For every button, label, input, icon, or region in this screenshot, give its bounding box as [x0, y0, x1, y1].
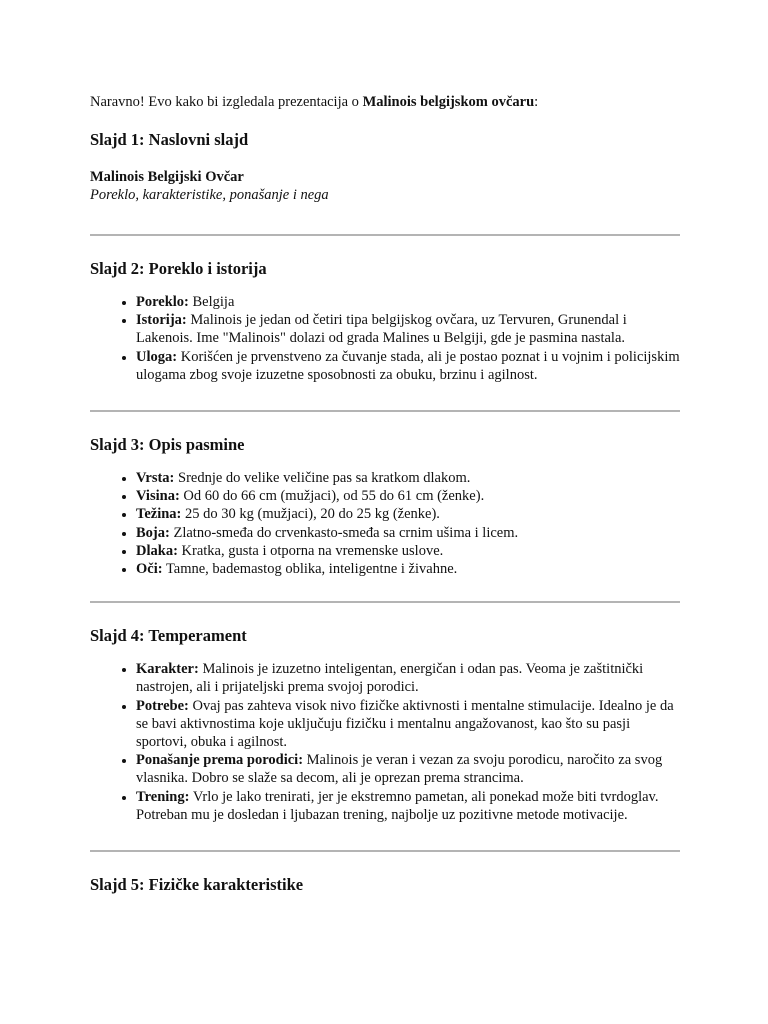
slide-2-heading: Slajd 2: Poreklo i istorija: [90, 259, 267, 278]
point-text: Belgija: [188, 294, 235, 310]
intro-suffix: :: [534, 94, 539, 110]
point-label: Vrsta:: [136, 470, 175, 487]
point-text: Malinois je jedan od četiri tipa belgijskog ovčara, uz Tervuren, Grunendal i Lakenois. Ime "Malinois" dolazi od grada Malines u Belgiji, gde je pasmina nastala.: [136, 312, 627, 347]
list-item: [136, 469, 680, 487]
slide-3-heading: Slajd 3: Opis pasmine: [90, 435, 245, 455]
list-item: [136, 542, 680, 560]
list-item: [136, 660, 680, 696]
point-label: Ponašanje prema porodici:: [136, 752, 304, 769]
point-label: Poreklo:: [136, 294, 189, 310]
list-item: [136, 487, 680, 505]
separator-3: [90, 601, 680, 603]
separator-2: [90, 410, 680, 412]
slide-4-heading: Slajd 4: Temperament: [90, 626, 247, 646]
slide-1-heading: Slajd 1: Naslovni slajd: [90, 130, 249, 149]
slide-3-list: [90, 469, 680, 578]
point-text: Malinois je veran i vezan za svoju porodicu, naročito za svog vlasnika. Dobro se slaže sa decom, ali je oprezan prema strancima.: [136, 752, 663, 787]
intro-paragraph: [90, 92, 680, 112]
document-page: [90, 92, 680, 896]
point-label: Karakter:: [136, 661, 199, 678]
list-item: [136, 697, 680, 752]
point-text: Ovaj pas zahteva visok nivo fizičke aktivnosti i mentalne stimulacije. Idealno je da se bavi aktivnostima koje uključuju fizičku i mentalnu angažovanost, kao što su pasji sportovi, obuka i agilnost.: [136, 697, 674, 751]
slide-2-list: [90, 293, 680, 384]
slide-5-heading: Slajd 5: Fizičke karakteristike: [90, 875, 304, 895]
slide-4-list: [90, 660, 680, 824]
point-label: Boja:: [136, 524, 170, 541]
slide-1-title: Malinois Belgijski Ovčar: [90, 169, 244, 185]
list-item: [136, 311, 680, 347]
point-text: Zlatno-smeđa do crvenkasto-smeđa sa crnim ušima i licem.: [169, 524, 519, 541]
separator-4: [90, 850, 680, 852]
point-text: Tamne, bademastog oblika, inteligentne i živahne.: [162, 561, 458, 578]
point-text: 25 do 30 kg (mužjaci), 20 do 25 kg (ženke).: [181, 506, 440, 523]
point-label: Težina:: [136, 506, 182, 523]
intro-bold: Malinois belgijskom ovčaru: [362, 94, 535, 110]
point-label: Visina:: [136, 488, 180, 505]
slide-1-subtitle: Poreklo, karakteristike, ponašanje i nega: [90, 187, 329, 203]
intro-prefix: Naravno! Evo kako bi izgledala prezentacija o: [90, 94, 363, 110]
point-text: Od 60 do 66 cm (mužjaci), od 55 do 61 cm (ženke).: [179, 488, 485, 505]
point-text: Srednje do velike veličine pas sa kratkom dlakom.: [174, 470, 471, 487]
point-text: Korišćen je prvenstveno za čuvanje stada, ali je postao poznat i u vojnim i policijskim ulogama zbog svoje izuzetne sposobnosti za obuku, brzinu i agilnost.: [136, 348, 680, 383]
list-item: [136, 348, 680, 384]
point-label: Dlaka:: [136, 542, 178, 559]
list-item: [136, 751, 680, 787]
point-text: Vrlo je lako trenirati, jer je ekstremno pametan, ali ponekad može biti tvrdoglav. Potreban mu je dosledan i ljubazan trening, najbolje uz pozitivne metode motivacije.: [136, 788, 659, 823]
point-label: Trening:: [136, 788, 190, 805]
point-text: Kratka, gusta i otporna na vremenske uslove.: [177, 542, 444, 559]
point-label: Oči:: [136, 561, 163, 578]
slide-1-title-block: [90, 168, 680, 204]
point-label: Potrebe:: [136, 697, 189, 714]
list-item: [136, 505, 680, 523]
separator-1: [90, 234, 680, 236]
list-item: [136, 788, 680, 824]
point-label: Uloga:: [136, 348, 178, 365]
point-label: Istorija:: [136, 312, 187, 329]
list-item: [136, 560, 680, 578]
point-text: Malinois je izuzetno inteligentan, energičan i odan pas. Veoma je zaštitnički nastrojen, ali i prijateljski prema svojoj porodici.: [136, 661, 644, 696]
list-item: [136, 524, 680, 542]
list-item: [136, 293, 680, 311]
